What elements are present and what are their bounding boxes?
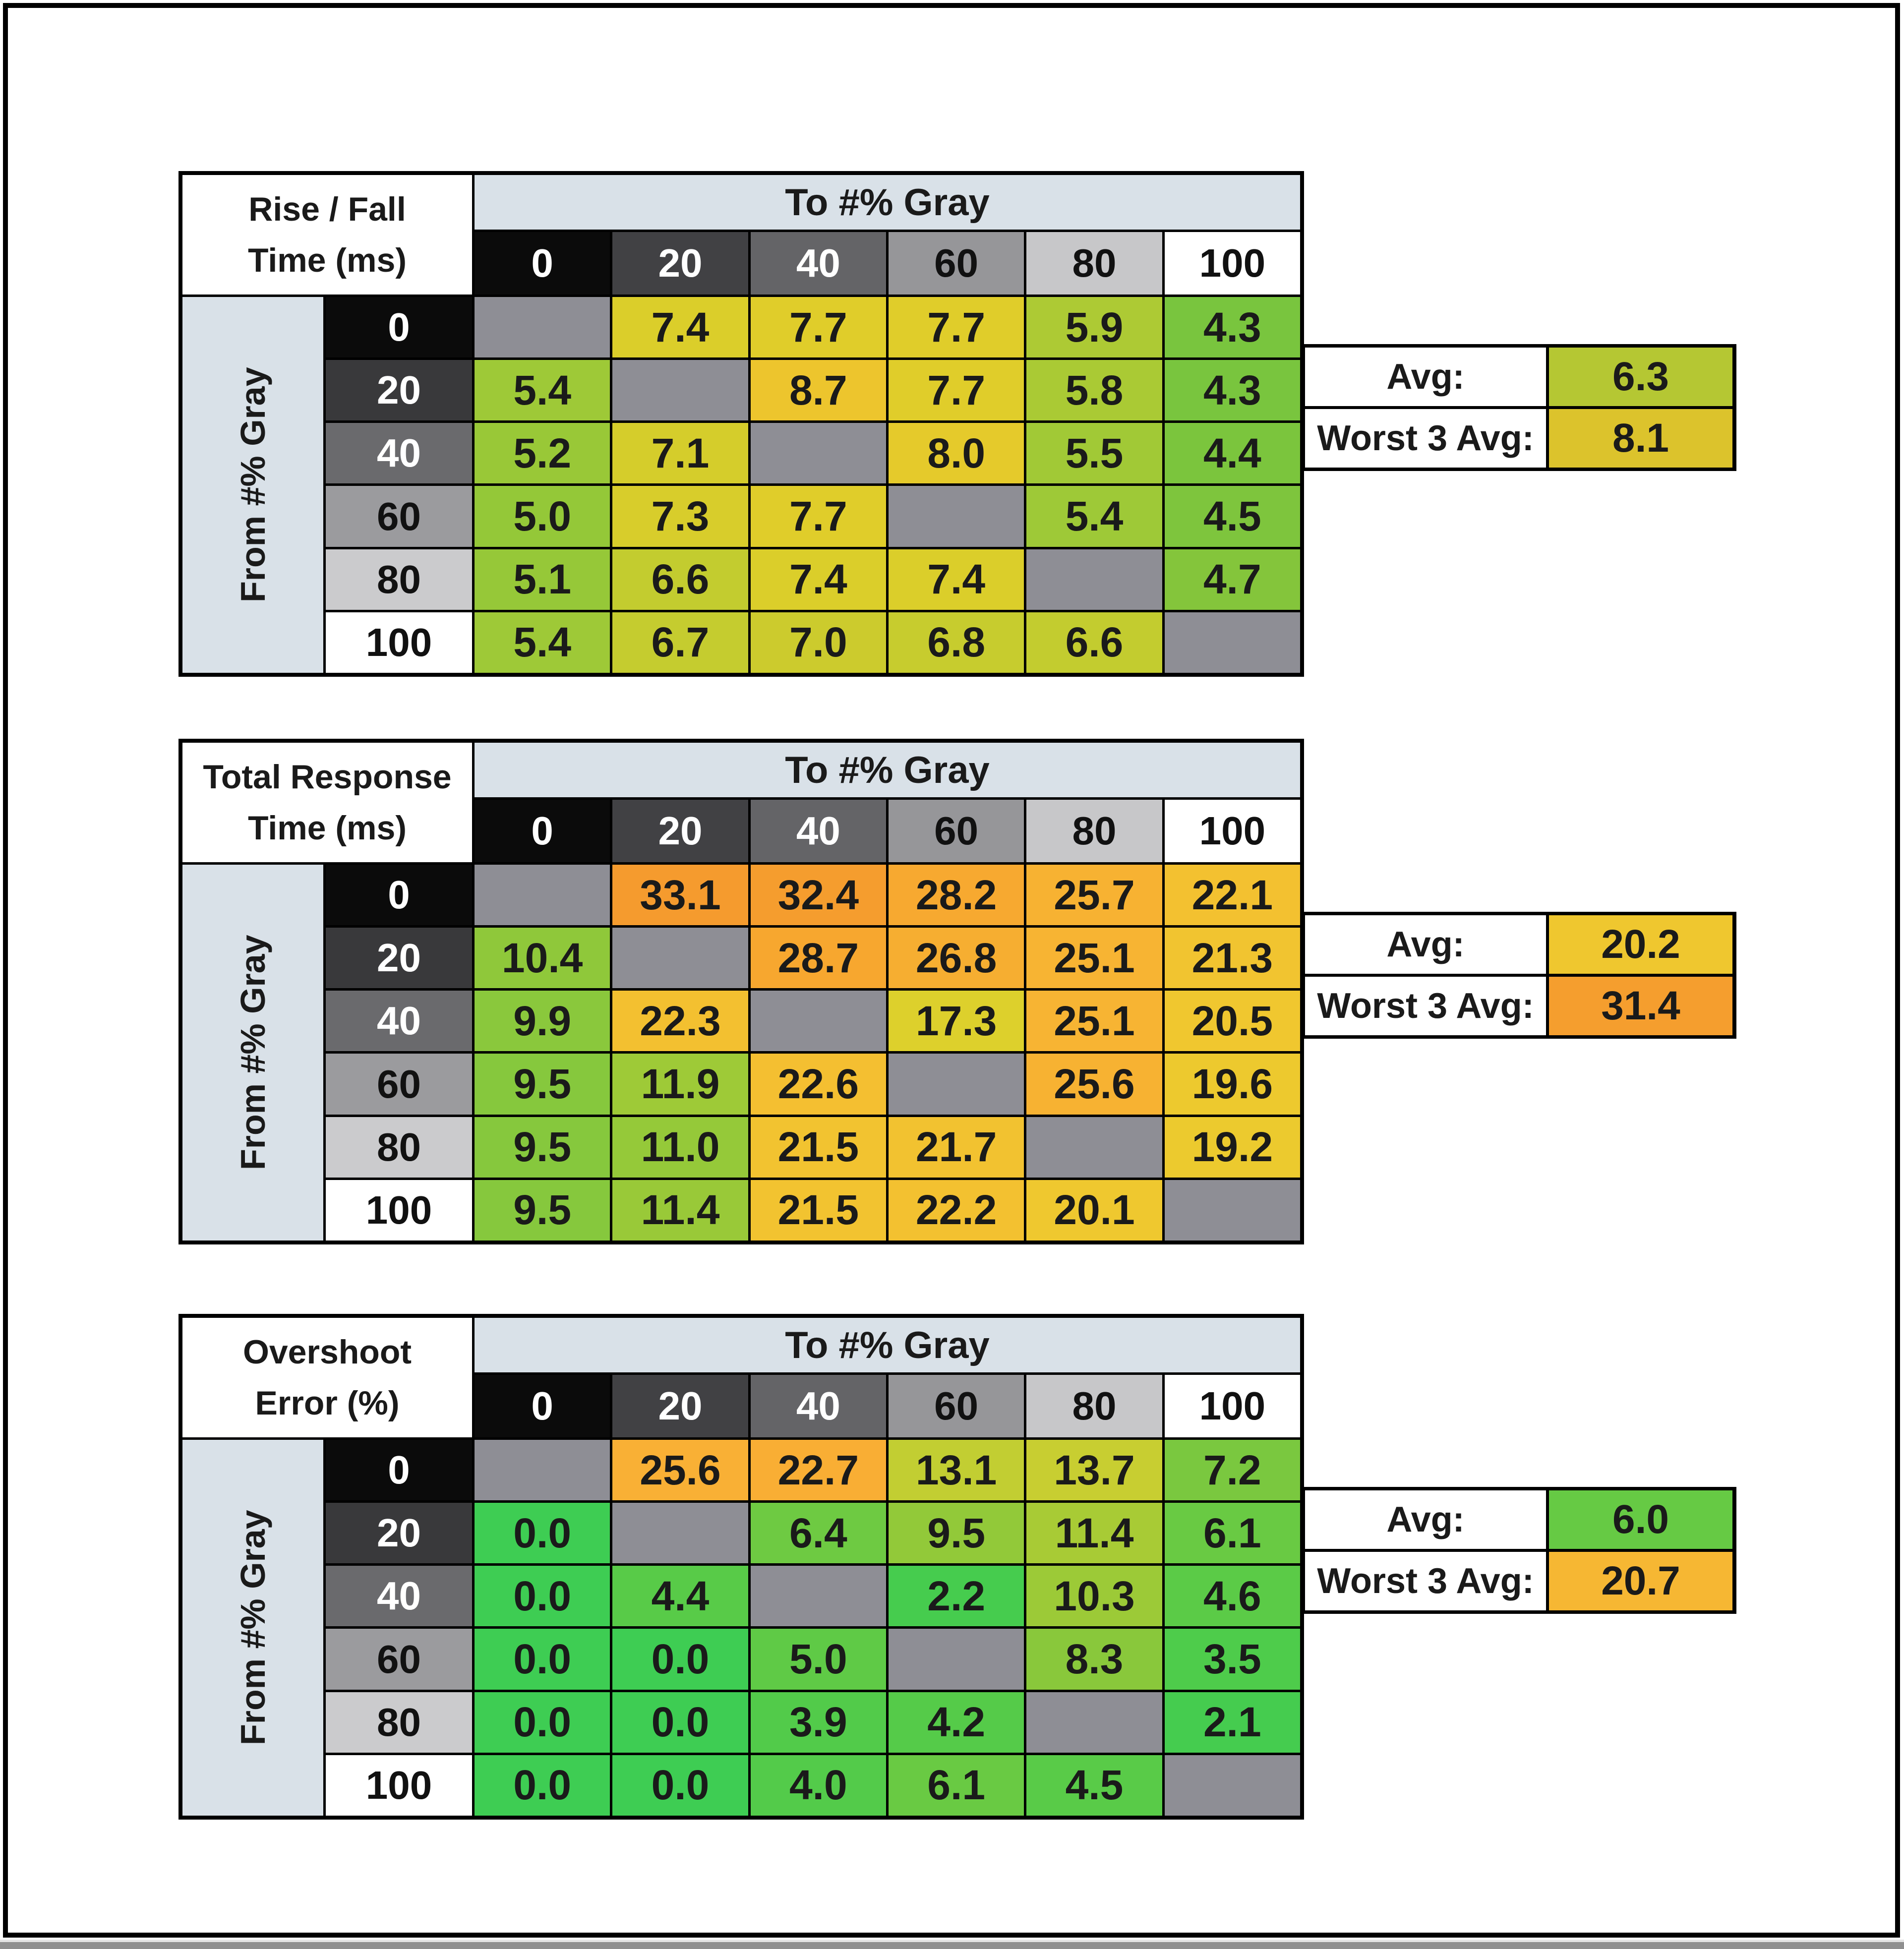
table-title-line2: Time (ms): [248, 809, 407, 847]
heatmap-cell: 25.6: [1026, 1054, 1162, 1114]
heatmap-cell: 5.2: [475, 423, 610, 483]
heatmap-cell: 4.0: [751, 1755, 886, 1816]
heatmap-cell: 25.6: [612, 1440, 748, 1500]
heatmap-cell: 11.4: [612, 1180, 748, 1240]
table-title: [182, 175, 472, 295]
row-header-0: 0: [326, 1440, 472, 1500]
heatmap-cell: 20.1: [1026, 1180, 1162, 1240]
heatmap-cell: 10.3: [1026, 1566, 1162, 1626]
heatmap-cell: 4.2: [889, 1692, 1024, 1753]
heatmap-cell: 22.3: [612, 991, 748, 1051]
row-header-100: 100: [326, 612, 472, 673]
heatmap-cell: 7.3: [612, 486, 748, 546]
heatmap-cell: 4.3: [1165, 297, 1300, 357]
heatmap-cell: 6.4: [751, 1503, 886, 1563]
heatmap-cell: 28.7: [751, 928, 886, 988]
avg-label: Avg:: [1305, 915, 1546, 974]
heatmap-cell: 7.4: [889, 549, 1024, 610]
row-header-20: 20: [326, 928, 472, 988]
heatmap-cell: 13.7: [1026, 1440, 1162, 1500]
col-header-100: 100: [1165, 1375, 1300, 1437]
heatmap-cell: 4.3: [1165, 360, 1300, 420]
row-header-60: 60: [326, 486, 472, 546]
avg-value: 6.3: [1549, 348, 1732, 406]
heatmap-cell: 6.1: [1165, 1503, 1300, 1563]
heatmap-cell: 25.7: [1026, 865, 1162, 925]
col-header-0: 0: [475, 232, 610, 295]
heatmap-cell: [1165, 1180, 1300, 1240]
worst3-avg-label: Worst 3 Avg:: [1305, 977, 1546, 1035]
heatmap-cell: 0.0: [475, 1692, 610, 1753]
heatmap-cell: 11.9: [612, 1054, 748, 1114]
row-header-80: 80: [326, 1117, 472, 1178]
heatmap-cell: 22.1: [1165, 865, 1300, 925]
table-title-line1: Overshoot: [242, 1333, 412, 1371]
heatmap-cell: 7.7: [889, 297, 1024, 357]
row-header-100: 100: [326, 1180, 472, 1240]
heatmap-cell: 6.7: [612, 612, 748, 673]
heatmap-cell: 8.0: [889, 423, 1024, 483]
col-header-100: 100: [1165, 800, 1300, 862]
heatmap-cell: [751, 991, 886, 1051]
avg-value: 6.0: [1549, 1490, 1732, 1549]
heatmap-cell: 0.0: [475, 1566, 610, 1626]
col-header-20: 20: [612, 232, 748, 295]
heatmap-cell: 9.5: [475, 1180, 610, 1240]
heatmap-cell: [1026, 549, 1162, 610]
heatmap-cell: [1026, 1117, 1162, 1178]
heatmap-cell: 0.0: [612, 1755, 748, 1816]
from-gray-header: From #% Gray: [182, 297, 323, 673]
heatmap-cell: 22.6: [751, 1054, 886, 1114]
to-gray-header: To #% Gray: [475, 743, 1300, 797]
heatmap-cell: 13.1: [889, 1440, 1024, 1500]
heatmap-cell: 20.5: [1165, 991, 1300, 1051]
heatmap-cell: 4.5: [1026, 1755, 1162, 1816]
row-header-100: 100: [326, 1755, 472, 1816]
heatmap-cell: [889, 486, 1024, 546]
heatmap-cell: 22.7: [751, 1440, 886, 1500]
worst3-avg-label: Worst 3 Avg:: [1305, 409, 1546, 468]
bottom-window-strip: [0, 1940, 1904, 1949]
heatmap-cell: 7.7: [751, 486, 886, 546]
heatmap-cell: 7.4: [751, 549, 886, 610]
row-header-0: 0: [326, 865, 472, 925]
heatmap-cell: 4.5: [1165, 486, 1300, 546]
worst3-avg-value: 20.7: [1549, 1552, 1732, 1610]
row-header-0: 0: [326, 297, 472, 357]
col-header-60: 60: [889, 232, 1024, 295]
col-header-100: 100: [1165, 232, 1300, 295]
from-gray-header: From #% Gray: [182, 865, 323, 1240]
heatmap-cell: [475, 1440, 610, 1500]
worst3-avg-value: 31.4: [1549, 977, 1732, 1035]
heatmap-cell: [475, 297, 610, 357]
heatmap-cell: 7.7: [751, 297, 886, 357]
row-header-60: 60: [326, 1629, 472, 1689]
heatmap-cell: 8.7: [751, 360, 886, 420]
heatmap-cell: 4.6: [1165, 1566, 1300, 1626]
col-header-80: 80: [1026, 1375, 1162, 1437]
col-header-40: 40: [751, 232, 886, 295]
heatmap-cell: 5.9: [1026, 297, 1162, 357]
heatmap-cell: 25.1: [1026, 928, 1162, 988]
heatmap-cell: [889, 1629, 1024, 1689]
avg-label: Avg:: [1305, 348, 1546, 406]
heatmap-cell: [751, 423, 886, 483]
row-header-40: 40: [326, 1566, 472, 1626]
heatmap-cell: [612, 360, 748, 420]
heatmap-cell: 5.0: [751, 1629, 886, 1689]
heatmap-cell: 7.2: [1165, 1440, 1300, 1500]
heatmap-cell: 6.6: [612, 549, 748, 610]
row-header-60: 60: [326, 1054, 472, 1114]
worst3-avg-label: Worst 3 Avg:: [1305, 1552, 1546, 1610]
row-header-20: 20: [326, 1503, 472, 1563]
col-header-60: 60: [889, 800, 1024, 862]
col-header-80: 80: [1026, 800, 1162, 862]
col-header-20: 20: [612, 1375, 748, 1437]
worst3-avg-value: 8.1: [1549, 409, 1732, 468]
table-title-line2: Time (ms): [248, 241, 407, 279]
table-title-line1: Total Response: [203, 758, 452, 796]
heatmap-cell: 28.2: [889, 865, 1024, 925]
heatmap-cell: [475, 865, 610, 925]
from-gray-header: From #% Gray: [182, 1440, 323, 1816]
heatmap-cell: 2.1: [1165, 1692, 1300, 1753]
total-response-time-table: [178, 739, 1304, 1244]
heatmap-cell: 5.4: [475, 612, 610, 673]
avg-label: Avg:: [1305, 1490, 1546, 1549]
col-header-40: 40: [751, 800, 886, 862]
heatmap-cell: 25.1: [1026, 991, 1162, 1051]
heatmap-cell: 6.8: [889, 612, 1024, 673]
heatmap-cell: 5.4: [475, 360, 610, 420]
heatmap-cell: 7.4: [612, 297, 748, 357]
heatmap-cell: [1165, 612, 1300, 673]
table-title-line2: Error (%): [255, 1384, 400, 1422]
heatmap-cell: 6.1: [889, 1755, 1024, 1816]
row-header-40: 40: [326, 423, 472, 483]
heatmap-cell: [1165, 1755, 1300, 1816]
heatmap-cell: 3.5: [1165, 1629, 1300, 1689]
col-header-0: 0: [475, 800, 610, 862]
row-header-40: 40: [326, 991, 472, 1051]
col-header-40: 40: [751, 1375, 886, 1437]
table-title: [182, 1318, 472, 1437]
row-header-20: 20: [326, 360, 472, 420]
heatmap-cell: 0.0: [475, 1629, 610, 1689]
heatmap-cell: 9.5: [475, 1117, 610, 1178]
heatmap-cell: 0.0: [475, 1503, 610, 1563]
rise-fall-time-table: [178, 171, 1304, 677]
heatmap-cell: 7.7: [889, 360, 1024, 420]
table-title-line1: Rise / Fall: [248, 190, 406, 228]
rise-fall-summary: [1302, 344, 1736, 471]
heatmap-cell: 7.1: [612, 423, 748, 483]
col-header-20: 20: [612, 800, 748, 862]
heatmap-cell: 5.1: [475, 549, 610, 610]
overshoot-error-table: [178, 1314, 1304, 1820]
heatmap-cell: 8.3: [1026, 1629, 1162, 1689]
heatmap-cell: 2.2: [889, 1566, 1024, 1626]
heatmap-cell: 21.3: [1165, 928, 1300, 988]
heatmap-cell: 5.8: [1026, 360, 1162, 420]
to-gray-header: To #% Gray: [475, 1318, 1300, 1372]
heatmap-cell: [612, 1503, 748, 1563]
heatmap-cell: 0.0: [475, 1755, 610, 1816]
heatmap-cell: 5.0: [475, 486, 610, 546]
heatmap-cell: 9.5: [475, 1054, 610, 1114]
avg-value: 20.2: [1549, 915, 1732, 974]
heatmap-cell: 21.5: [751, 1180, 886, 1240]
heatmap-cell: 10.4: [475, 928, 610, 988]
heatmap-cell: [612, 928, 748, 988]
total-response-summary: [1302, 912, 1736, 1039]
heatmap-cell: 26.8: [889, 928, 1024, 988]
heatmap-cell: [889, 1054, 1024, 1114]
to-gray-header: To #% Gray: [475, 175, 1300, 230]
heatmap-cell: 11.4: [1026, 1503, 1162, 1563]
row-header-80: 80: [326, 1692, 472, 1753]
col-header-0: 0: [475, 1375, 610, 1437]
heatmap-cell: 17.3: [889, 991, 1024, 1051]
heatmap-cell: 5.5: [1026, 423, 1162, 483]
heatmap-cell: 11.0: [612, 1117, 748, 1178]
heatmap-cell: 0.0: [612, 1692, 748, 1753]
heatmap-cell: [751, 1566, 886, 1626]
heatmap-cell: 22.2: [889, 1180, 1024, 1240]
heatmap-cell: 4.7: [1165, 549, 1300, 610]
heatmap-cell: 9.5: [889, 1503, 1024, 1563]
heatmap-cell: 21.7: [889, 1117, 1024, 1178]
heatmap-cell: 4.4: [612, 1566, 748, 1626]
table-title: [182, 743, 472, 862]
heatmap-cell: 0.0: [612, 1629, 748, 1689]
heatmap-cell: 6.6: [1026, 612, 1162, 673]
heatmap-cell: 7.0: [751, 612, 886, 673]
col-header-60: 60: [889, 1375, 1024, 1437]
heatmap-cell: 32.4: [751, 865, 886, 925]
col-header-80: 80: [1026, 232, 1162, 295]
heatmap-cell: [1026, 1692, 1162, 1753]
heatmap-cell: 33.1: [612, 865, 748, 925]
heatmap-cell: 19.2: [1165, 1117, 1300, 1178]
heatmap-cell: 19.6: [1165, 1054, 1300, 1114]
heatmap-cell: 3.9: [751, 1692, 886, 1753]
heatmap-cell: 5.4: [1026, 486, 1162, 546]
heatmap-cell: 9.9: [475, 991, 610, 1051]
row-header-80: 80: [326, 549, 472, 610]
heatmap-cell: 21.5: [751, 1117, 886, 1178]
overshoot-summary: [1302, 1487, 1736, 1614]
heatmap-cell: 4.4: [1165, 423, 1300, 483]
